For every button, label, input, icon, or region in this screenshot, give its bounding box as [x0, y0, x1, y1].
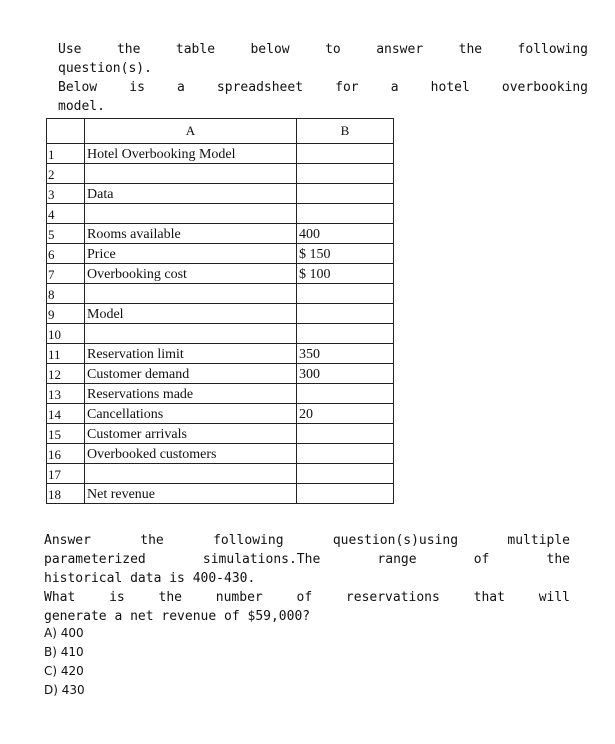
value-cell: 300	[297, 364, 394, 384]
value-cell: $ 100	[297, 264, 394, 284]
answer-option-c: C) 420	[44, 664, 84, 678]
value-cell: 350	[297, 344, 394, 364]
table-row	[47, 264, 394, 284]
table-row	[47, 204, 394, 224]
corner-cell	[47, 119, 85, 144]
label-cell	[85, 324, 297, 344]
label-cell	[85, 164, 297, 184]
value-cell: $ 150	[297, 244, 394, 264]
row-number: 2	[47, 164, 85, 184]
value-cell: 20	[297, 404, 394, 424]
question-line-5: generate a net revenue of $59,000?	[44, 609, 311, 624]
value-cell	[297, 424, 394, 444]
row-number: 1	[47, 144, 85, 164]
row-number: 9	[47, 304, 85, 324]
table-row	[47, 244, 394, 264]
value-cell	[297, 484, 394, 504]
row-number: 4	[47, 204, 85, 224]
table-row	[47, 404, 394, 424]
label-cell: Price	[85, 244, 297, 264]
question-line-1: Answer the following question(s)using multiple	[44, 533, 570, 548]
intro-line-1: Use the table below to answer the following	[58, 42, 588, 57]
value-cell	[297, 144, 394, 164]
label-cell	[85, 284, 297, 304]
question-text	[44, 531, 570, 626]
value-cell	[297, 304, 394, 324]
table-row	[47, 444, 394, 464]
row-number: 11	[47, 344, 85, 364]
row-number: 15	[47, 424, 85, 444]
section-label-data: Data	[85, 184, 297, 204]
question-line-3: historical data is 400-430.	[44, 571, 256, 586]
table-row	[47, 304, 394, 324]
label-cell: Reservations made	[85, 384, 297, 404]
answer-option-b: B) 410	[44, 645, 84, 659]
row-number: 3	[47, 184, 85, 204]
value-cell	[297, 464, 394, 484]
table-row	[47, 144, 394, 164]
table-row	[47, 384, 394, 404]
answer-option-a: A) 400	[44, 626, 84, 640]
table-row	[47, 424, 394, 444]
column-header-row	[47, 119, 394, 144]
table-row	[47, 184, 394, 204]
intro-line-2: question(s).	[58, 61, 152, 76]
spreadsheet-table	[46, 118, 394, 504]
row-number: 18	[47, 484, 85, 504]
value-cell	[297, 284, 394, 304]
row-number: 17	[47, 464, 85, 484]
value-cell	[297, 384, 394, 404]
question-line-2: parameterized simulations.The range of the	[44, 552, 570, 567]
label-cell: Overbooking cost	[85, 264, 297, 284]
row-number: 5	[47, 224, 85, 244]
row-number: 8	[47, 284, 85, 304]
label-cell: Net revenue	[85, 484, 297, 504]
value-cell	[297, 184, 394, 204]
table-row	[47, 484, 394, 504]
value-cell	[297, 444, 394, 464]
label-cell: Reservation limit	[85, 344, 297, 364]
row-number: 12	[47, 364, 85, 384]
table-row	[47, 364, 394, 384]
row-number: 7	[47, 264, 85, 284]
table-row	[47, 224, 394, 244]
table-row	[47, 284, 394, 304]
row-number: 13	[47, 384, 85, 404]
label-cell: Cancellations	[85, 404, 297, 424]
column-header-a: A	[85, 119, 297, 144]
answer-options	[44, 624, 85, 700]
value-cell: 400	[297, 224, 394, 244]
label-cell: Rooms available	[85, 224, 297, 244]
value-cell	[297, 164, 394, 184]
table-row	[47, 464, 394, 484]
label-cell: Customer arrivals	[85, 424, 297, 444]
model-title-cell: Hotel Overbooking Model	[85, 144, 297, 164]
label-cell: Customer demand	[85, 364, 297, 384]
value-cell	[297, 204, 394, 224]
table-row	[47, 344, 394, 364]
answer-option-d: D) 430	[44, 683, 85, 697]
question-line-4: What is the number of reservations that will	[44, 590, 570, 605]
label-cell	[85, 204, 297, 224]
intro-text	[58, 40, 588, 116]
section-label-model: Model	[85, 304, 297, 324]
row-number: 6	[47, 244, 85, 264]
label-cell: Overbooked customers	[85, 444, 297, 464]
intro-line-3: Below is a spreadsheet for a hotel overbooking	[58, 80, 588, 95]
table-row	[47, 164, 394, 184]
table-row	[47, 324, 394, 344]
row-number: 10	[47, 324, 85, 344]
value-cell	[297, 324, 394, 344]
label-cell	[85, 464, 297, 484]
intro-line-4: model.	[58, 99, 105, 114]
row-number: 16	[47, 444, 85, 464]
row-number: 14	[47, 404, 85, 424]
column-header-b: B	[297, 119, 394, 144]
